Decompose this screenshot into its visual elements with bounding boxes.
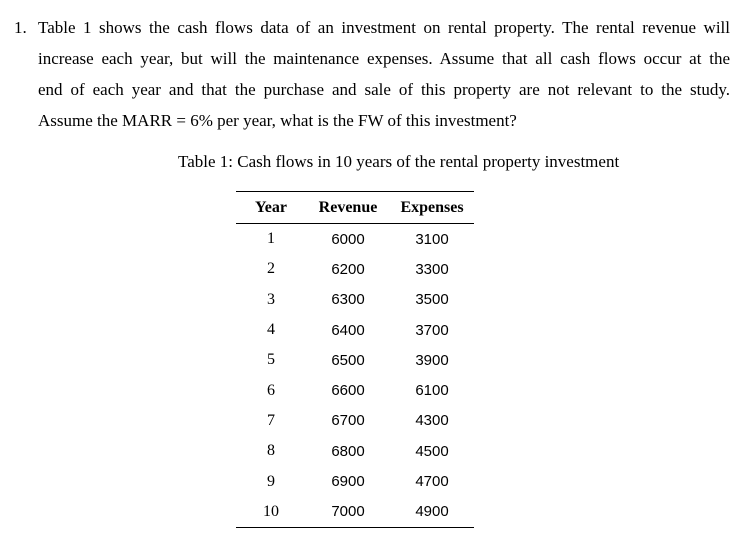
cell-revenue: 6400 <box>331 321 365 339</box>
cell-expenses: 4500 <box>415 442 449 460</box>
cell-expenses: 3100 <box>415 230 449 248</box>
cash-flow-table <box>236 191 474 528</box>
cell-year: 10 <box>236 497 306 528</box>
cell-expenses: 3500 <box>415 291 449 309</box>
header-expenses: Expenses <box>390 192 474 224</box>
cell-year: 8 <box>267 442 275 460</box>
table-row <box>236 406 474 436</box>
question-number: 1. <box>14 18 27 37</box>
cell-year: 7 <box>267 411 275 429</box>
cell-year: 2 <box>267 260 275 278</box>
question-block <box>14 12 730 136</box>
cell-year: 9 <box>267 472 275 490</box>
cell-expenses: 6100 <box>415 382 449 400</box>
cell-revenue: 7000 <box>306 497 390 528</box>
question-text <box>38 12 730 136</box>
cell-year: 6 <box>267 381 275 399</box>
question-line: Table 1 shows the cash flows data of an investment on rental property. The rental revenue will <box>38 18 730 37</box>
cell-year: 1 <box>267 230 275 248</box>
cell-year: 5 <box>267 351 275 369</box>
table-caption: Table 1: Cash flows in 10 years of the rental property investment <box>178 152 620 171</box>
cell-revenue: 6500 <box>331 351 365 369</box>
table-row <box>236 224 474 255</box>
cell-revenue: 6700 <box>331 412 365 430</box>
table-row <box>236 436 474 466</box>
question-line: increase each year, but will the maintenance expenses. Assume that all cash flows occur at the <box>38 49 730 68</box>
cell-expenses: 4300 <box>415 412 449 430</box>
cell-year: 4 <box>267 321 275 339</box>
table-row <box>236 315 474 345</box>
cell-revenue: 6000 <box>331 230 365 248</box>
table-row <box>236 375 474 405</box>
table-row <box>236 497 474 528</box>
cell-expenses: 4700 <box>415 473 449 491</box>
cell-revenue: 6800 <box>331 442 365 460</box>
cell-revenue: 6200 <box>331 260 365 278</box>
table-row <box>236 285 474 315</box>
cell-expenses: 4900 <box>390 497 474 528</box>
cell-expenses: 3700 <box>415 321 449 339</box>
table-header-row <box>236 192 474 224</box>
question-line: Assume the MARR = 6% per year, what is the FW of this investment? <box>38 111 517 130</box>
table-row <box>236 345 474 375</box>
header-revenue: Revenue <box>306 192 390 224</box>
question-line: end of each year and that the purchase and sale of this property are not relevant to the study. <box>38 80 730 99</box>
cell-expenses: 3300 <box>415 260 449 278</box>
table-row <box>236 254 474 284</box>
cell-revenue: 6300 <box>331 291 365 309</box>
header-year: Year <box>236 192 306 224</box>
cell-expenses: 3900 <box>415 351 449 369</box>
cell-year: 3 <box>267 290 275 308</box>
table-row <box>236 466 474 496</box>
cell-revenue: 6900 <box>331 473 365 491</box>
cell-revenue: 6600 <box>331 382 365 400</box>
